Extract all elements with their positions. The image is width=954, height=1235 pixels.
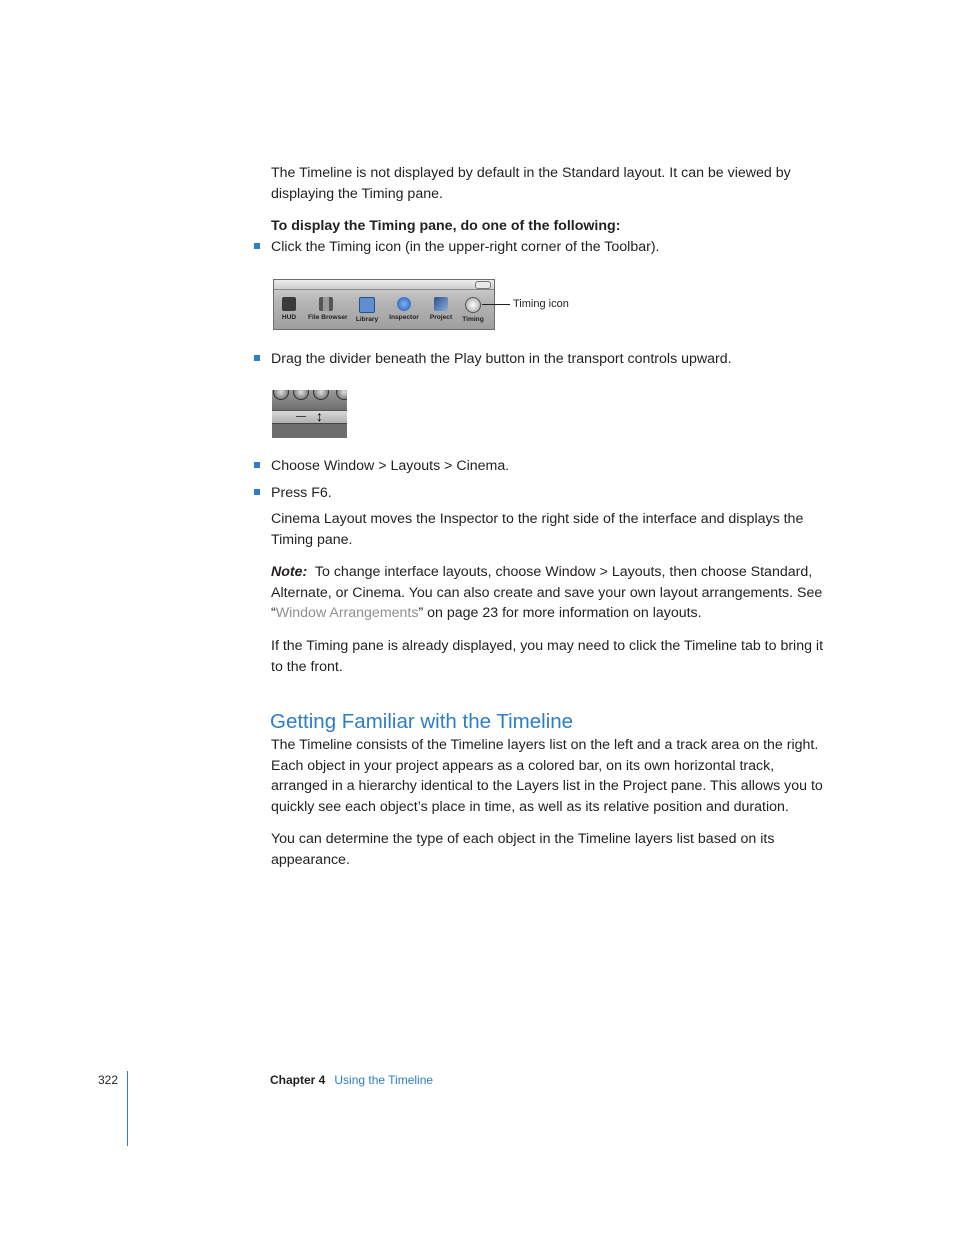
- section-paragraph: You can determine the type of each object in the Timeline layers list based on its appearance.: [271, 831, 775, 868]
- bullet-marker: [254, 489, 260, 495]
- toolbar-item-file-browser: [308, 297, 348, 322]
- bullet-item-choose-window: Choose Window > Layouts > Cinema.: [271, 458, 510, 474]
- intro-paragraph: The Timeline is not displayed by default in the Standard layout. It can be viewed by displaying the Timing pane.: [271, 165, 791, 202]
- note-label: Note:: [271, 564, 308, 580]
- bullet-item-press-f6: Press F6.: [271, 485, 332, 501]
- toolbar-label-timing: Timing: [462, 316, 484, 323]
- section-heading: Getting Familiar with the Timeline: [270, 710, 574, 733]
- transport-controls-screenshot: [272, 390, 347, 438]
- resize-cursor-icon: ↕: [316, 408, 323, 424]
- toolbar-label-project: Project: [429, 314, 453, 321]
- toolbar-label-file-browser: File Browser: [308, 314, 348, 321]
- transport-divider: [272, 410, 347, 424]
- hud-icon: [282, 297, 296, 311]
- toolbar-screenshot: [273, 279, 495, 330]
- toolbar-item-inspector: [386, 297, 422, 322]
- section-paragraph: The Timeline consists of the Timeline layers list on the left and a track area on the right. Each object in your project appears as a colored bar, on its own horizontal track, arranged in a hierarchy identical to the Layers list in the Project pane. This allows you to quickly see each object’s place in time, as well as its relative position and duration.: [271, 737, 823, 815]
- window-arrangements-link[interactable]: Window Arrangements: [275, 605, 419, 621]
- bullet-marker: [254, 355, 260, 361]
- toolbar-label-inspector: Inspector: [389, 314, 419, 321]
- project-icon: [434, 297, 448, 311]
- toolbar-label-library: Library: [355, 316, 379, 323]
- bullet-marker: [254, 462, 260, 468]
- timing-icon-callout: Timing icon: [513, 298, 569, 310]
- toolbar-item-project: [423, 297, 459, 322]
- file-browser-icon: [319, 297, 333, 311]
- bullet-item-drag-divider: Drag the divider beneath the Play button in the transport controls upward.: [271, 351, 732, 367]
- note-text-before-link: To change interface layouts, choose Window > Layouts, then choose Standard, Alternate, or Cinema. You can also create and save your own layout arrangements. See “: [271, 564, 823, 621]
- timing-pane-area: [272, 424, 347, 438]
- toolbar-title-strip: [274, 280, 494, 290]
- chapter-label: Chapter 4: [270, 1073, 326, 1087]
- timing-displayed-paragraph: If the Timing pane is already displayed, you may need to click the Timeline tab to bring it to the front.: [271, 638, 824, 675]
- toolbar-item-hud: [271, 297, 307, 322]
- toolbar-item-timing: [455, 297, 491, 324]
- chapter-title-link[interactable]: Using the Timeline: [334, 1073, 434, 1087]
- bullet-item-timing-icon: Click the Timing icon (in the upper-right corner of the Toolbar).: [271, 239, 660, 255]
- instruction-heading: To display the Timing pane, do one of the following:: [271, 218, 621, 234]
- toolbar-item-library: [349, 297, 385, 324]
- page-number: 322: [98, 1073, 119, 1087]
- note-paragraph: [271, 562, 831, 624]
- footer-divider: [127, 1071, 128, 1146]
- bullet-marker: [254, 243, 260, 249]
- library-icon: [359, 297, 375, 313]
- toolbar-label-hud: HUD: [281, 314, 297, 321]
- timing-icon: [465, 297, 481, 313]
- note-text-after-link: ” on page 23 for more information on layouts.: [418, 605, 702, 621]
- callout-line: [482, 304, 510, 305]
- footer-chapter: [270, 1072, 433, 1088]
- inspector-icon: [397, 297, 411, 311]
- toolbar-toggle-pill: [475, 281, 491, 289]
- divider-grip: [296, 416, 306, 417]
- cinema-layout-paragraph: Cinema Layout moves the Inspector to the right side of the interface and displays the Timing pane.: [271, 511, 804, 548]
